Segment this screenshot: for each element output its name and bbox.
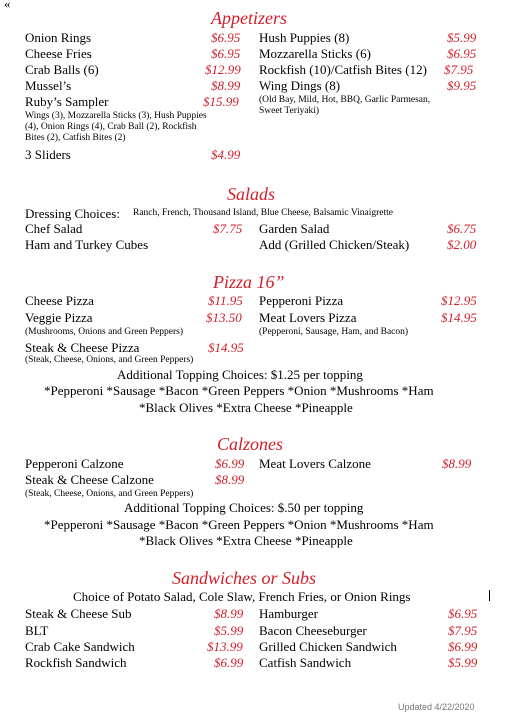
pizza-description: (Pepperoni, Sausage, Ham, and Bacon) bbox=[259, 327, 409, 337]
sandwich-name: Catfish Sandwich bbox=[259, 655, 352, 670]
appetizer-price: $6.95 bbox=[211, 46, 241, 61]
calzone-price: $8.99 bbox=[442, 456, 472, 471]
calzone-name: Meat Lovers Calzone bbox=[259, 456, 371, 471]
pizza-toppings-list: *Pepperoni *Sausage *Bacon *Green Peppers *Onion *Mushrooms *Ham bbox=[44, 383, 434, 398]
salad-name: Ham and Turkey Cubes bbox=[25, 237, 149, 252]
pizza-name: Meat Lovers Pizza bbox=[259, 310, 357, 325]
pizza-name: Cheese Pizza bbox=[25, 293, 94, 308]
sandwich-name: BLT bbox=[25, 623, 49, 638]
sandwich-name: Rockfish Sandwich bbox=[25, 655, 127, 670]
calzones-title: Calzones bbox=[217, 434, 284, 454]
salads-title: Salads bbox=[227, 184, 276, 204]
appetizer-price: $5.99 bbox=[447, 30, 477, 45]
appetizer-name: Wing Dings (8) bbox=[259, 78, 341, 93]
calzone-name: Steak & Cheese Calzone bbox=[25, 472, 154, 487]
pizza-name: Pepperoni Pizza bbox=[259, 293, 344, 308]
appetizer-name: 3 Sliders bbox=[25, 147, 71, 162]
sandwich-price: $6.95 bbox=[448, 606, 478, 621]
sandwich-name: Grilled Chicken Sandwich bbox=[259, 639, 397, 654]
text-cursor bbox=[489, 590, 490, 601]
appetizer-price: $9.95 bbox=[447, 78, 477, 93]
sandwich-price: $5.99 bbox=[214, 623, 244, 638]
pizza-toppings-list: *Black Olives *Extra Cheese *Pineapple bbox=[139, 400, 353, 415]
pizza-name: Steak & Cheese Pizza bbox=[25, 340, 140, 355]
sandwich-name: Bacon Cheeseburger bbox=[259, 623, 367, 638]
updated-date: Updated 4/22/2020 bbox=[398, 702, 475, 712]
salad-price: $7.75 bbox=[213, 221, 243, 236]
sampler-description-line: (4), Onion Rings (4), Crab Ball (2), Rockfish bbox=[25, 122, 197, 132]
sampler-description-line: Bites (2), Catfish Bites (2) bbox=[25, 133, 126, 143]
calzone-price: $6.99 bbox=[215, 456, 245, 471]
appetizer-name: Mussel’s bbox=[25, 78, 72, 93]
calzone-name: Pepperoni Calzone bbox=[25, 456, 124, 471]
appetizer-name: Onion Rings bbox=[25, 30, 92, 45]
top-mark: « bbox=[4, 0, 11, 11]
calzone-toppings-list: *Black Olives *Extra Cheese *Pineapple bbox=[139, 533, 353, 548]
appetizer-price: $6.95 bbox=[447, 46, 477, 61]
appetizer-price: $8.99 bbox=[211, 78, 241, 93]
appetizer-name: Cheese Fries bbox=[25, 46, 92, 61]
appetizer-name: Rockfish (10)/Catfish Bites (12) bbox=[259, 62, 427, 77]
salad-name: Add (Grilled Chicken/Steak) bbox=[259, 237, 410, 252]
pizza-price: $14.95 bbox=[208, 340, 244, 355]
pizza-price: $11.95 bbox=[208, 293, 243, 308]
wing-description-line: Sweet Teriyaki) bbox=[259, 106, 320, 116]
appetizer-name: Crab Balls (6) bbox=[25, 62, 99, 77]
pizza-description: (Steak, Cheese, Onions, and Green Peppers) bbox=[25, 355, 194, 365]
pizza-title: Pizza 16” bbox=[213, 272, 285, 292]
sampler-description-line: Wings (3), Mozzarella Sticks (3), Hush Puppies bbox=[25, 111, 207, 121]
pizza-price: $14.95 bbox=[441, 310, 477, 325]
pizza-topping-price: Additional Topping Choices: $1.25 per topping bbox=[117, 367, 363, 382]
appetizer-price: $12.99 bbox=[205, 62, 241, 77]
dressing-label: Dressing Choices: bbox=[25, 206, 120, 221]
sandwich-name: Crab Cake Sandwich bbox=[25, 639, 135, 654]
pizza-name: Veggie Pizza bbox=[25, 310, 93, 325]
appetizer-name: Mozzarella Sticks (6) bbox=[259, 46, 371, 61]
sandwich-side-choices: Choice of Potato Salad, Cole Slaw, French Fries, or Onion Rings bbox=[73, 589, 411, 604]
sandwiches-title: Sandwiches or Subs bbox=[172, 568, 316, 588]
salad-price: $6.75 bbox=[447, 221, 477, 236]
pizza-description: (Mushrooms, Onions and Green Peppers) bbox=[25, 327, 184, 337]
salad-name: Garden Salad bbox=[259, 221, 330, 236]
appetizer-name: Ruby’s Sampler bbox=[25, 94, 109, 109]
sandwich-price: $6.99 bbox=[214, 655, 244, 670]
dressing-list: Ranch, French, Thousand Island, Blue Cheese, Balsamic Vinaigrette bbox=[133, 208, 394, 218]
sandwich-name: Steak & Cheese Sub bbox=[25, 606, 132, 621]
appetizer-price: $4.99 bbox=[211, 147, 241, 162]
salad-name: Chef Salad bbox=[25, 221, 83, 236]
appetizers-title: Appetizers bbox=[211, 8, 287, 28]
appetizer-price: $6.95 bbox=[211, 30, 241, 45]
calzone-toppings-list: *Pepperoni *Sausage *Bacon *Green Peppers *Onion *Mushrooms *Ham bbox=[44, 517, 434, 532]
sandwich-name: Hamburger bbox=[259, 606, 318, 621]
calzone-topping-price: Additional Topping Choices: $.50 per topping bbox=[124, 500, 364, 515]
sandwich-price: $7.95 bbox=[448, 623, 478, 638]
pizza-price: $13.50 bbox=[206, 310, 242, 325]
salad-price: $2.00 bbox=[447, 237, 477, 252]
sandwich-price: $8.99 bbox=[214, 606, 244, 621]
sandwich-price: $5.99 bbox=[448, 655, 478, 670]
calzone-description: (Steak, Cheese, Onions, and Green Peppers) bbox=[25, 489, 194, 499]
pizza-price: $12.95 bbox=[441, 293, 477, 308]
wing-description-line: (Old Bay, Mild, Hot, BBQ, Garlic Parmesan, bbox=[259, 95, 431, 105]
sandwich-price: $13.99 bbox=[207, 639, 243, 654]
appetizer-name: Hush Puppies (8) bbox=[259, 30, 350, 45]
appetizer-price: $7.95 bbox=[444, 62, 474, 77]
calzone-price: $8.99 bbox=[215, 472, 245, 487]
appetizer-price: $15.99 bbox=[203, 94, 239, 109]
sandwich-price: $6.99 bbox=[448, 639, 478, 654]
